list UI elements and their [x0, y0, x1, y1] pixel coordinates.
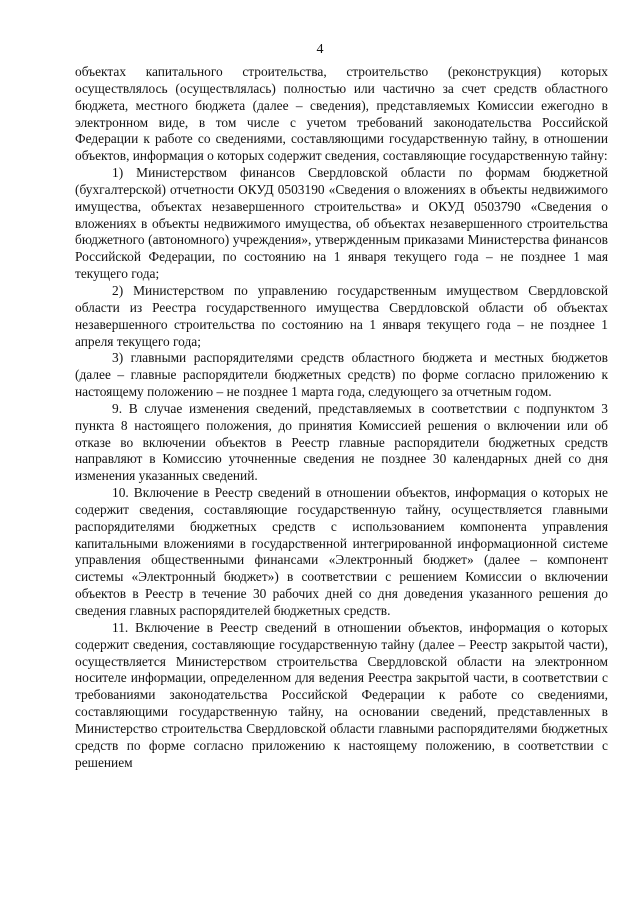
clause-9: 9. В случае изменения сведений, представляемых в соответствии с подпунктом 3 пункта 8 настоящего положения, до принятия Комиссией решения о включении или об отказе во включении объектов в Реестр главные распорядители бюджетных средств направляют в Комиссию уточненные сведения не позднее 30 календарных дней со дня изменения указанных сведений.: [75, 400, 608, 484]
page-number: 4: [316, 42, 324, 57]
paragraph-continuation: объектах капитального строительства, строительство (реконструкция) которых осуществлялось (осуществлялась) полностью или частично за счет средств областного бюджета, местного бюджета (далее – сведения), представляемых Комиссии ежегодно в электронном виде, в том числе с учетом требований законодательства Российской Федерации к работе со сведениями, составляющими государственную тайну, в отношении объектов, информация о которых содержит сведения, составляющие государственную тайну:: [75, 64, 608, 164]
clause-10: 10. Включение в Реестр сведений в отношении объектов, информация о которых не содержит сведения, составляющие государственную тайну, осуществляется главными распорядителями бюджетных средств с использованием компонента управления капитальными вложениями в государственной интегрированной информационной системе управления общественными финансами «Электронный бюджет» (далее – компонент системы «Электронный бюджет») в соответствии с решением Комиссии о включении объектов в Реестр в течение 30 рабочих дней со дня доведения указанного решения до сведения главных распорядителей бюджетных средств.: [75, 485, 608, 618]
list-item-3: 3) главными распорядителями средств областного бюджета и местных бюджетов (далее – главные распорядители бюджетных средств) по форме согласно приложению к настоящему положению – не позднее 1 марта года, следующего за отчетным годом.: [75, 350, 608, 400]
clause-11: 11. Включение в Реестр сведений в отношении объектов, информация о которых содержит сведения, составляющие государственную тайну (далее – Реестр закрытой части), осуществляется Министерством строительства Свердловской области на электронном носителе информации, определенном для ведения Реестра закрытой части, в соответствии с требованиями законодательства Российской Федерации к работе со сведениями, составляющими государственную тайну, на основании сведений, представленных в Министерство строительства Свердловской области главными распорядителями бюджетных средств по форме согласно приложению к настоящему положению, в соответствии с решением: [75, 619, 608, 770]
list-item-2: 2) Министерством по управлению государственным имуществом Свердловской области из Реестра государственного имущества Свердловской области об объектах незавершенного строительства по состоянию на 1 января текущего года – не позднее 1 апреля текущего года;: [75, 282, 608, 349]
document-body: [75, 64, 608, 771]
list-item-1: 1) Министерством финансов Свердловской области по формам бюджетной (бухгалтерской) отчетности ОКУД 0503190 «Сведения о вложениях в объекты недвижимого имущества, объектах незавершенного строительства» и ОКУД 0503790 «Сведения о вложениях в объекты недвижимого имущества, об объектах незавершенного строительства бюджетного (автономного) учреждения», утвержденным приказами Министерства финансов Российской Федерации, по состоянию на 1 января текущего года – не позднее 1 мая текущего года;: [75, 165, 608, 282]
